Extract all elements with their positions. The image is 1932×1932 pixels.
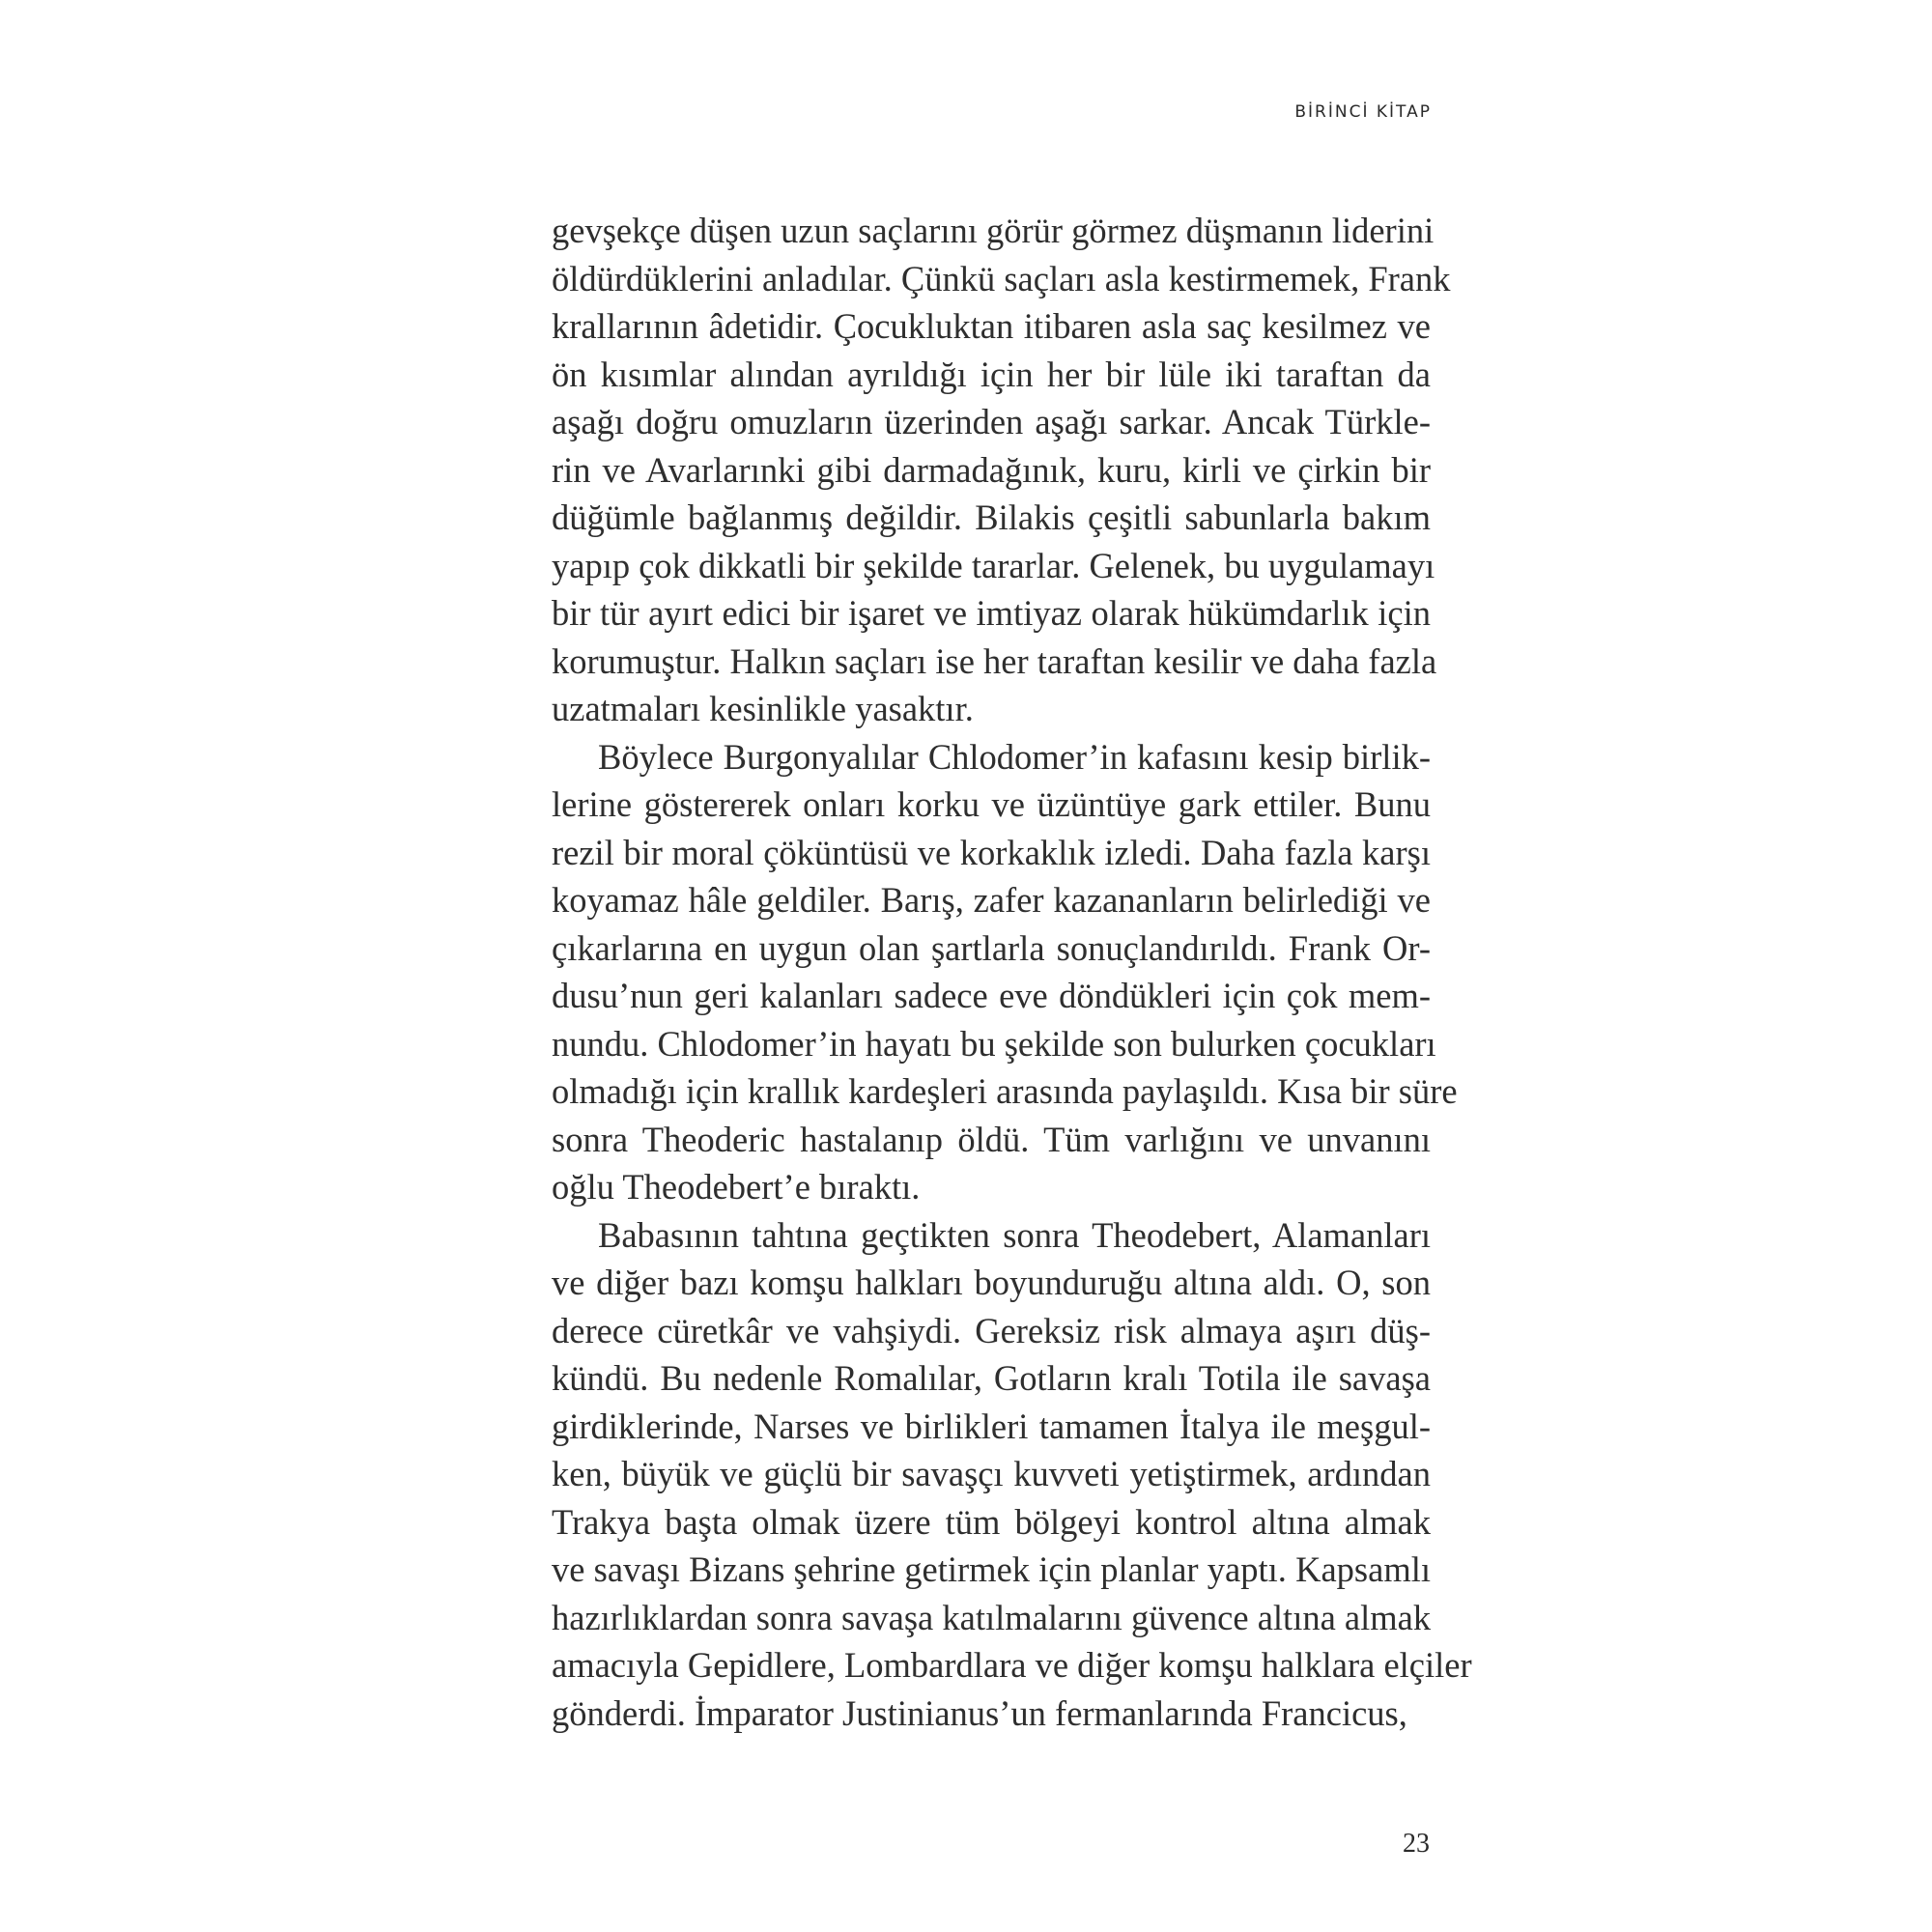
- running-header: BİRİNCİ KİTAP: [1294, 102, 1432, 122]
- text-line: uzatmaları kesinlikle yasaktır.: [552, 689, 974, 728]
- text-line: lerine göstererek onları korku ve üzüntüye gark ettiler. Bunu: [552, 784, 1431, 824]
- text-line: krallarının âdetidir. Çocukluktan itibaren asla saç kesilmez ve: [552, 306, 1431, 346]
- text-line: amacıyla Gepidlere, Lombardlara ve diğer komşu halklara elçiler: [552, 1645, 1472, 1685]
- text-line: korumuştur. Halkın saçları ise her taraftan kesilir ve daha fazla: [552, 640, 1437, 681]
- text-line: olmadığı için krallık kardeşleri arasında paylaşıldı. Kısa bir süre: [552, 1071, 1458, 1111]
- text-line: gönderdi. İmparator Justinianus’un fermanlarında Francicus,: [552, 1692, 1407, 1733]
- text-line: rezil bir moral çöküntüsü ve korkaklık izledi. Daha fazla karşı: [552, 832, 1431, 872]
- text-line: düğümle bağlanmış değildir. Bilakis çeşitli sabunlarla bakım: [552, 497, 1431, 537]
- text-line: bir tür ayırt edici bir işaret ve imtiyaz olarak hükümdarlık için: [552, 593, 1431, 633]
- text-line: ve savaşı Bizans şehrine getirmek için planlar yaptı. Kapsamlı: [552, 1549, 1431, 1589]
- paragraph: [552, 207, 1451, 733]
- text-line: ve diğer bazı komşu halkları boyunduruğu altına aldı. O, son: [552, 1263, 1431, 1302]
- text-line: kündü. Bu nedenle Romalılar, Gotların kralı Totila ile savaşa: [552, 1358, 1431, 1398]
- body-text: [552, 207, 1472, 1737]
- text-line: Babasının tahtına geçtikten sonra Theodebert, Alamanları: [598, 1214, 1431, 1255]
- page-number: 23: [1403, 1829, 1430, 1859]
- text-line: sonra Theoderic hastalanıp öldü. Tüm varlığını ve unvanını: [552, 1119, 1431, 1159]
- text-line: Trakya başta olmak üzere tüm bölgeyi kontrol altına almak: [552, 1501, 1431, 1542]
- text-line: koyamaz hâle geldiler. Barış, zafer kazananların belirlediği ve: [552, 880, 1431, 920]
- text-line: aşağı doğru omuzların üzerinden aşağı sarkar. Ancak Türkle-: [552, 402, 1431, 441]
- paragraph: [552, 733, 1458, 1211]
- text-line: Böylece Burgonyalılar Chlodomer’in kafasını kesip birlik-: [598, 736, 1431, 777]
- text-line: yapıp çok dikkatli bir şekilde tararlar. Gelenek, bu uygulamayı: [552, 545, 1435, 585]
- text-line: öldürdüklerini anladılar. Çünkü saçları asla kestirmemek, Frank: [552, 258, 1451, 298]
- text-line: ken, büyük ve güçlü bir savaşçı kuvveti yetiştirmek, ardından: [552, 1454, 1431, 1493]
- text-line: girdiklerinde, Narses ve birlikleri tamamen İtalya ile meşgul-: [552, 1406, 1431, 1446]
- text-line: derece cüretkâr ve vahşiydi. Gereksiz risk almaya aşırı düş-: [552, 1310, 1431, 1350]
- text-line: oğlu Theodebert’e bıraktı.: [552, 1167, 921, 1207]
- text-line: gevşekçe düşen uzun saçlarını görür görmez düşmanın liderini: [552, 211, 1435, 250]
- text-line: ön kısımlar alından ayrıldığı için her bir lüle iki taraftan da: [552, 354, 1431, 394]
- text-line: rin ve Avarlarınki gibi darmadağınık, kuru, kirli ve çirkin bir: [552, 449, 1431, 490]
- text-line: nundu. Chlodomer’in hayatı bu şekilde son bulurken çocukları: [552, 1023, 1436, 1064]
- text-line: hazırlıklardan sonra savaşa katılmalarını güvence altına almak: [552, 1597, 1432, 1637]
- text-line: dusu’nun geri kalanları sadece eve döndükleri için çok mem-: [552, 976, 1431, 1015]
- paragraph: [552, 1211, 1472, 1738]
- text-line: çıkarlarına en uygun olan şartlarla sonuçlandırıldı. Frank Or-: [552, 927, 1431, 968]
